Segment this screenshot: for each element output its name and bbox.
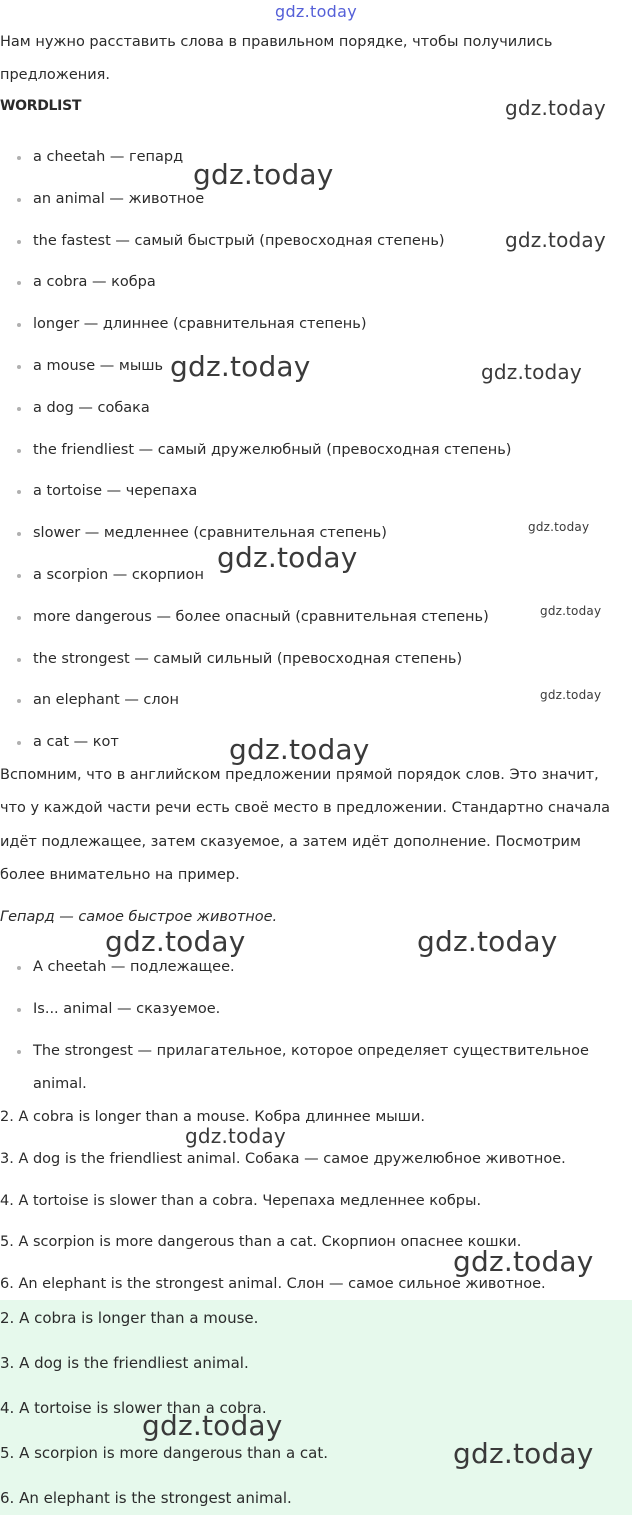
answer-line: 6. An elephant is the strongest animal. Слон — самое сильное животное. [0,1276,546,1293]
answer-box [0,1300,632,1515]
answer-line: 4. A tortoise is slower than a cobra. Черепаха медленнее кобры. [0,1192,482,1209]
wordlist-item: the friendliest — самый дружелюбный (превосходная степень) [0,430,511,472]
wordlist-item: a tortoise — черепаха [0,471,511,513]
answer-line: 2. A cobra is longer than a mouse. Кобра длиннее мыши. [0,1109,426,1125]
wordlist-item: a cat — кот [0,722,511,764]
watermark: gdz.today [505,96,606,120]
watermark: gdz.today [453,1437,594,1470]
watermark: gdz.today [193,158,334,191]
explanation-line-1: Вспомним, что в английском предложении прямой порядок слов. Это значит, [0,767,599,783]
wordlist-item: the strongest — самый сильный (превосходная степень) [0,639,511,681]
answers-with-translation [0,1097,566,1306]
intro-line-1: Нам нужно расставить слова в правильном порядке, чтобы получились [0,34,553,50]
explanation-line-2: что у каждой части речи есть своё место в предложении. Стандартно сначала [0,800,610,816]
wordlist-item: an animal — животное [0,179,511,221]
wordlist-item: slower — медленнее (сравнительная степень) [0,513,511,555]
wordlist-item: longer — длиннее (сравнительная степень) [0,304,511,346]
sentence-parts-list [0,947,589,1072]
answer-item: 5. A scorpion is more dangerous than a cat. [0,1444,329,1462]
watermark: gdz.today [170,350,311,383]
intro-line-2: предложения. [0,67,110,83]
sentence-part-item: Is... animal — сказуемое. [0,989,589,1031]
explanation-line-3: идёт подлежащее, затем сказуемое, а затем идёт дополнение. Посмотрим [0,834,581,850]
answer-item: 6. An elephant is the strongest animal. [0,1489,292,1507]
sentence-part-item: A cheetah — подлежащее. [0,947,589,989]
watermark: gdz.today [453,1245,594,1278]
sentence-part-item: The strongest — прилагательное, которое определяет существительное [0,1031,589,1073]
example-sentence: Гепард — самое быстрое животное. [0,909,278,925]
site-logo[interactable]: gdz.today [275,2,357,21]
watermark: gdz.today [142,1409,283,1442]
answer-list [0,1300,632,1525]
answer-line: 5. A scorpion is more dangerous than a cat. Скорпион опаснее кошки. [0,1234,522,1251]
watermark: gdz.today [540,688,602,702]
answer-item: 4. A tortoise is slower than a cobra. [0,1399,267,1417]
watermark: gdz.today [481,360,582,384]
watermark: gdz.today [505,228,606,252]
wordlist-item: the fastest — самый быстрый (превосходная степень) [0,221,511,263]
watermark: gdz.today [540,604,602,618]
wordlist-item: a dog — собака [0,388,511,430]
wordlist-heading: WORDLIST [0,98,82,114]
wordlist-item: more dangerous — более опасный (сравнительная степень) [0,597,511,639]
answer-item: 2. A cobra is longer than a mouse. [0,1309,259,1327]
wordlist-item: a mouse — мышь [0,346,511,388]
answer-line: 3. A dog is the friendliest animal. Собака — самое дружелюбное животное. [0,1150,566,1167]
watermark: gdz.today [217,541,358,574]
watermark: gdz.today [185,1124,286,1148]
wordlist [0,137,511,764]
wordlist-item: a scorpion — скорпион [0,555,511,597]
wordlist-item: a cobra — кобра [0,262,511,304]
wordlist-item: an elephant — слон [0,680,511,722]
watermark: gdz.today [229,733,370,766]
watermark: gdz.today [417,925,558,958]
wordlist-item: a cheetah — гепард [0,137,511,179]
explanation-line-4: более внимательно на пример. [0,867,240,883]
watermark: gdz.today [528,520,590,534]
watermark: gdz.today [105,925,246,958]
sentence-part-continuation: animal. [33,1076,87,1092]
answer-item: 3. A dog is the friendliest animal. [0,1354,249,1372]
